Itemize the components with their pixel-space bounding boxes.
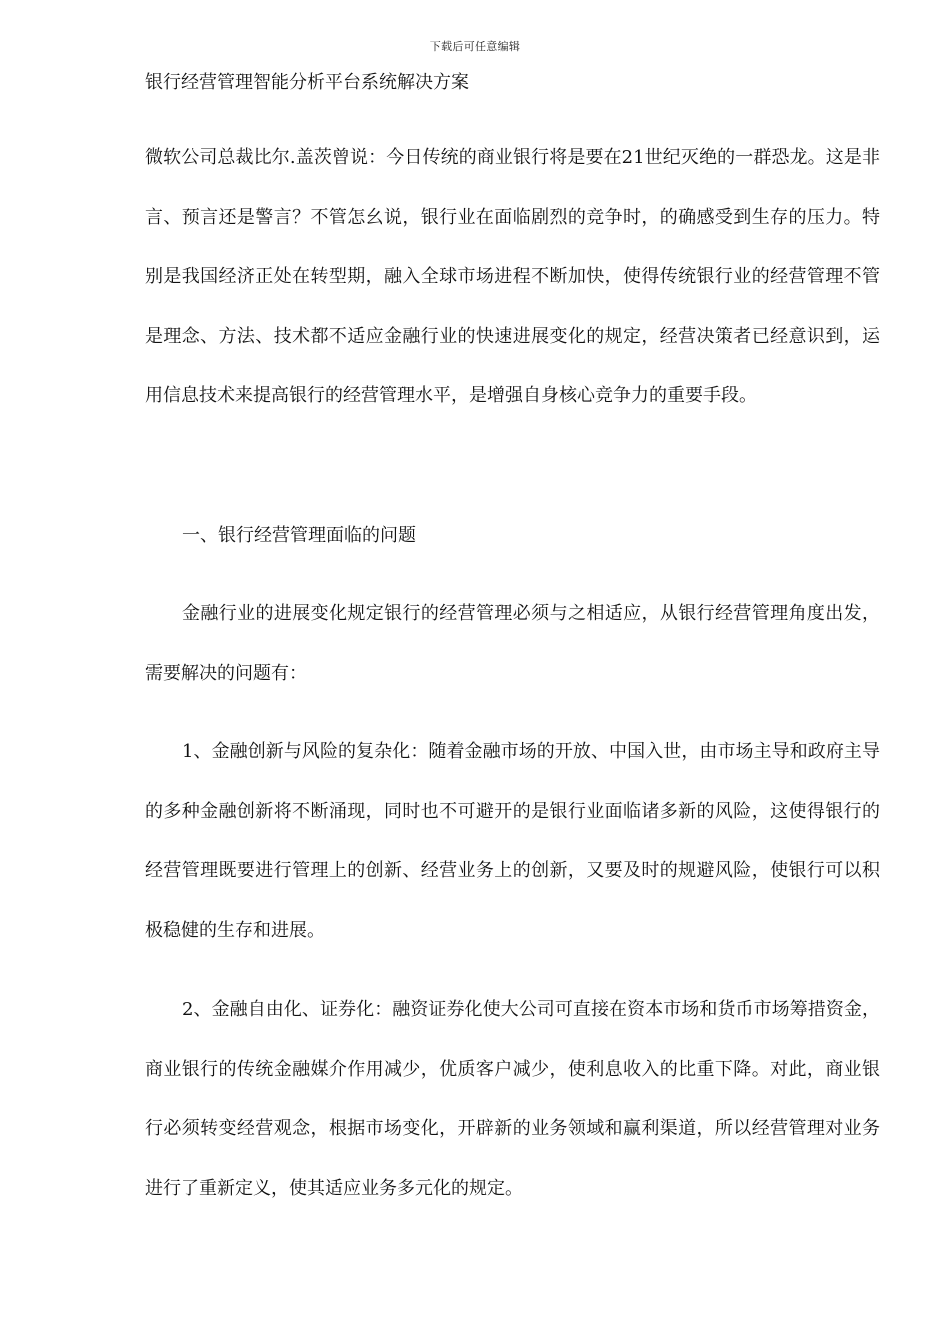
document-title: 银行经营管理智能分析平台系统解决方案 [145,72,469,93]
intro-paragraph: 微软公司总裁比尔.盖茨曾说：今日传统的商业银行将是要在21世纪灭绝的一群恐龙。这是非言、预言还是警言？不管怎幺说，银行业在面临剧烈的竞争时，的确感受到生存的压力。特别是我国经济正处在转型期，融入全球市场进程不断加快，使得传统银行业的经营管理不管是理念、方法、技术都不适应金融行业的快速进展变化的规定，经营决策者已经意识到，运用信息技术来提高银行的经营管理水平，是增强自身核心竞争力的重要手段。 [145,147,880,406]
section-heading: 一、银行经营管理面临的问题 [182,525,416,546]
list-item-2: 2、金融自由化、证券化：融资证券化使大公司可直接在资本市场和货币市场筹措资金，商业银行的传统金融媒介作用减少，优质客户减少，使利息收入的比重下降。对此，商业银行必须转变经营观念，根据市场变化，开辟新的业务领域和赢利渠道，所以经营管理对业务进行了重新定义，使其适应业务多元化的规定。 [145,999,880,1199]
header-note: 下载后可任意编辑 [429,40,521,53]
list-item-1: 1、金融创新与风险的复杂化：随着金融市场的开放、中国入世，由市场主导和政府主导的多种金融创新将不断涌现，同时也不可避开的是银行业面临诸多新的风险，这使得银行的经营管理既要进行管理上的创新、经营业务上的创新，又要及时的规避风险，使银行可以积极稳健的生存和进展。 [145,741,880,941]
section-intro-paragraph: 金融行业的进展变化规定银行的经营管理必须与之相适应，从银行经营管理角度出发，需要解决的问题有： [145,603,880,684]
